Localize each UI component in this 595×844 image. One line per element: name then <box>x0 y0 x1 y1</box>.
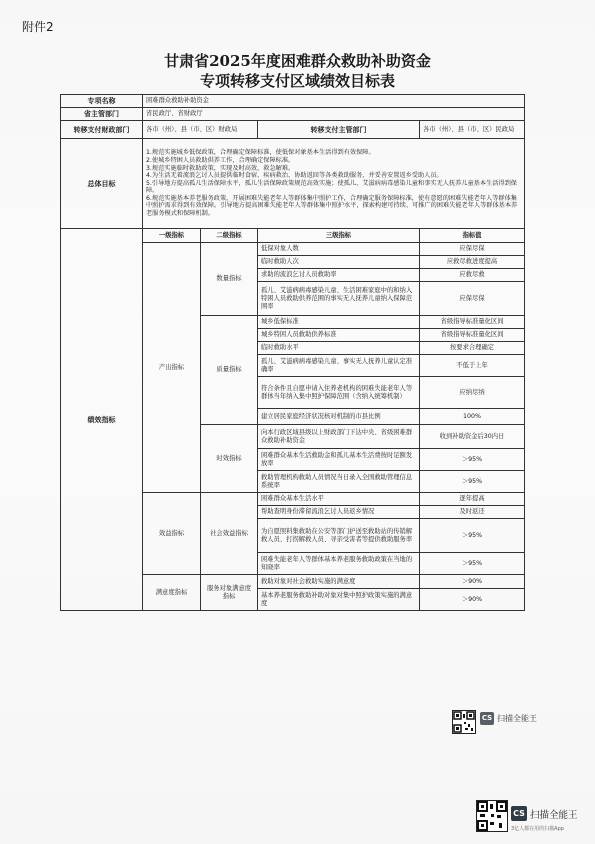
header-value: 指标值 <box>420 229 525 243</box>
indicator-value: 应救尽救进度提高 <box>420 256 525 269</box>
header-level2: 二级指标 <box>201 229 258 243</box>
goal-line: 5.引导地方提高孤儿生活保障水平，孤儿生活保障政策规范高效实施；使孤儿、艾滋病病毒感染儿童和事实无人抚养儿童基本生活得到保障。 <box>146 179 517 195</box>
indicator-value: 应保尽保 <box>420 243 525 256</box>
goal-text <box>143 139 525 229</box>
transfer-finance-label: 转移支付财政部门 <box>61 121 143 139</box>
indicator-name: 建立居民家庭经济状况核对机制的市县比例 <box>258 409 420 425</box>
perf-header-row <box>61 229 525 243</box>
quantity-label: 数量指标 <box>201 243 258 316</box>
service-satisfaction-label: 服务对象满意度指标 <box>201 575 258 611</box>
title-line-2: 专项转移支付区域绩效目标表 <box>199 72 395 90</box>
indicator-name: 求助的流浪乞讨人员救助率 <box>258 269 420 282</box>
qr-code-icon <box>476 800 508 832</box>
scanner-brand: 扫描全能王 <box>530 810 578 821</box>
attachment-label: 附件2 <box>22 20 54 34</box>
indicator-name: 为自愿照料集救助在公安等部门护送至救助站的传销解救人员、打拐解救人员、寻亲受害者等提供救助服务率 <box>258 519 420 553</box>
indicator-value: 应保尽保 <box>420 282 525 316</box>
row-project <box>61 95 525 108</box>
indicator-value: ＞90% <box>420 575 525 589</box>
indicator-value: 应纳尽纳 <box>420 377 525 409</box>
indicator-value: ＞95% <box>420 519 525 553</box>
header-level1: 一级指标 <box>143 229 201 243</box>
indicator-name: 临时救助人次 <box>258 256 420 269</box>
indicator-value: 应救尽救 <box>420 269 525 282</box>
camscanner-logo-icon: CS <box>480 712 494 725</box>
indicator-name: 城乡特困人员救助供养标准 <box>258 329 420 342</box>
indicator-name: 孤儿、艾滋病病毒感染儿童、事实无人抚养儿童认定准确率 <box>258 355 420 377</box>
header-level3: 三级指标 <box>258 229 420 243</box>
indicator-value: 省级指导标准量化区间 <box>420 316 525 329</box>
performance-table <box>60 94 525 611</box>
satisfaction-label: 满意度指标 <box>143 575 201 611</box>
title-line-1: 甘肃省2025年度困难群众救助补助资金 <box>164 52 431 70</box>
scanner-brand-small: 扫描全能王 <box>497 714 537 723</box>
indicator-value: 不低于上年 <box>420 355 525 377</box>
row-overall-goal <box>61 139 525 229</box>
goal-line: 6.规范实施基本养老服务政策，开展困难失能老年人等群体集中照护工作，合理确定服务保障标准，使有意愿的困难失能老年人等群体集中照护需求得到有效保障。引导地方提高困难失能老年人等群体集中照护水平，探索构建可持续、可推广的困难失能老年人等群体基本养老服务模式和保障机制。 <box>146 194 518 218</box>
goal-line: 3.规范实施临时救助政策，实现及时高效，救急解难。 <box>146 164 295 172</box>
indicator-name: 符合条件且自愿申请入住养老机构的困难失能老年人等群体当年纳入集中照护保障范围（含纳入统筹机制） <box>258 377 420 409</box>
goal-line: 1.规范实施城乡低保政策，合理确定保障标准，使低保对象基本生活得到有效保障。 <box>146 149 375 157</box>
indicator-name: 救助对象对社会救助实施的满意度 <box>258 575 420 589</box>
indicator-name: 困难失能老年人等群体基本养老服务救助政策在当地的知晓率 <box>258 553 420 575</box>
perf-label: 绩效指标 <box>61 229 143 611</box>
indicator-value: ＞95% <box>420 471 525 493</box>
row-province-dept <box>61 108 525 121</box>
indicator-name: 临时救助水平 <box>258 342 420 355</box>
indicator-name: 向本行政区域县级以上财政部门下达中央、省级困难群众救助补助资金 <box>258 425 420 449</box>
indicator-name: 救助管理机构救助人员情况当日录入全国救助管理信息系统率 <box>258 471 420 493</box>
indicator-name: 困难群众基本生活水平 <box>258 493 420 506</box>
time-label: 时效指标 <box>201 425 258 493</box>
indicator-value: ＞95% <box>420 449 525 471</box>
effect-label: 效益指标 <box>143 493 201 575</box>
province-dept-label: 省主管部门 <box>61 108 143 121</box>
quality-label: 质量指标 <box>201 316 258 425</box>
indicator-name: 城乡低保标准 <box>258 316 420 329</box>
indicator-value: 逐年提高 <box>420 493 525 506</box>
indicator-name: 基本养老服务救助补助对象对集中照护政策实施的满意度 <box>258 589 420 611</box>
camscanner-logo-icon: CS <box>511 806 527 821</box>
indicator-value: 收到补助资金后30内日 <box>420 425 525 449</box>
goal-line: 2.使城乡特困人员救助供养工作，合理确定保障标准。 <box>146 156 295 164</box>
indicator-value: ＞95% <box>420 553 525 575</box>
project-value: 困难群众救助补助资金 <box>143 95 525 108</box>
indicator-value: ＞90% <box>420 589 525 611</box>
project-label: 专项名称 <box>61 95 143 108</box>
goal-label: 总体目标 <box>61 139 143 229</box>
output-label: 产出指标 <box>143 243 201 493</box>
province-dept-value: 省民政厅、省财政厅 <box>143 108 525 121</box>
indicator-name: 孤儿、艾滋病病毒感染儿童、生活困难家庭中的和纳入特困人员救助供养范围的事实无人抚养儿童纳入保障范围率 <box>258 282 420 316</box>
indicator-value: 按要求合理确定 <box>420 342 525 355</box>
social-label: 社会效益指标 <box>201 493 258 575</box>
indicator-name: 困难群众基本生活救助金和孤儿基本生活费按时足额发放率 <box>258 449 420 471</box>
transfer-finance-value: 各市（州）、县（市、区）财政局 <box>143 121 258 139</box>
row-transfer <box>61 121 525 139</box>
transfer-dept-value: 各市（州）、县（市、区）民政局 <box>420 121 525 139</box>
scanner-subtitle: 3亿人都在用的扫描App <box>511 826 564 832</box>
indicator-value: 100% <box>420 409 525 425</box>
goal-line: 4.为生活无着流浪乞讨人员提供临时食宿、疾病救治、协助返回等各类救助服务，并妥善安置返乡受助人员。 <box>146 172 443 180</box>
qr-code-icon <box>452 710 476 734</box>
indicator-value: 省级指导标准量化区间 <box>420 329 525 342</box>
indicator-name: 帮助查明身份滞留流浪乞讨人员返乡情况 <box>258 506 420 519</box>
transfer-dept-label: 转移支付主管部门 <box>258 121 420 139</box>
indicator-name: 低保对象人数 <box>258 243 420 256</box>
indicator-value: 及时返还 <box>420 506 525 519</box>
